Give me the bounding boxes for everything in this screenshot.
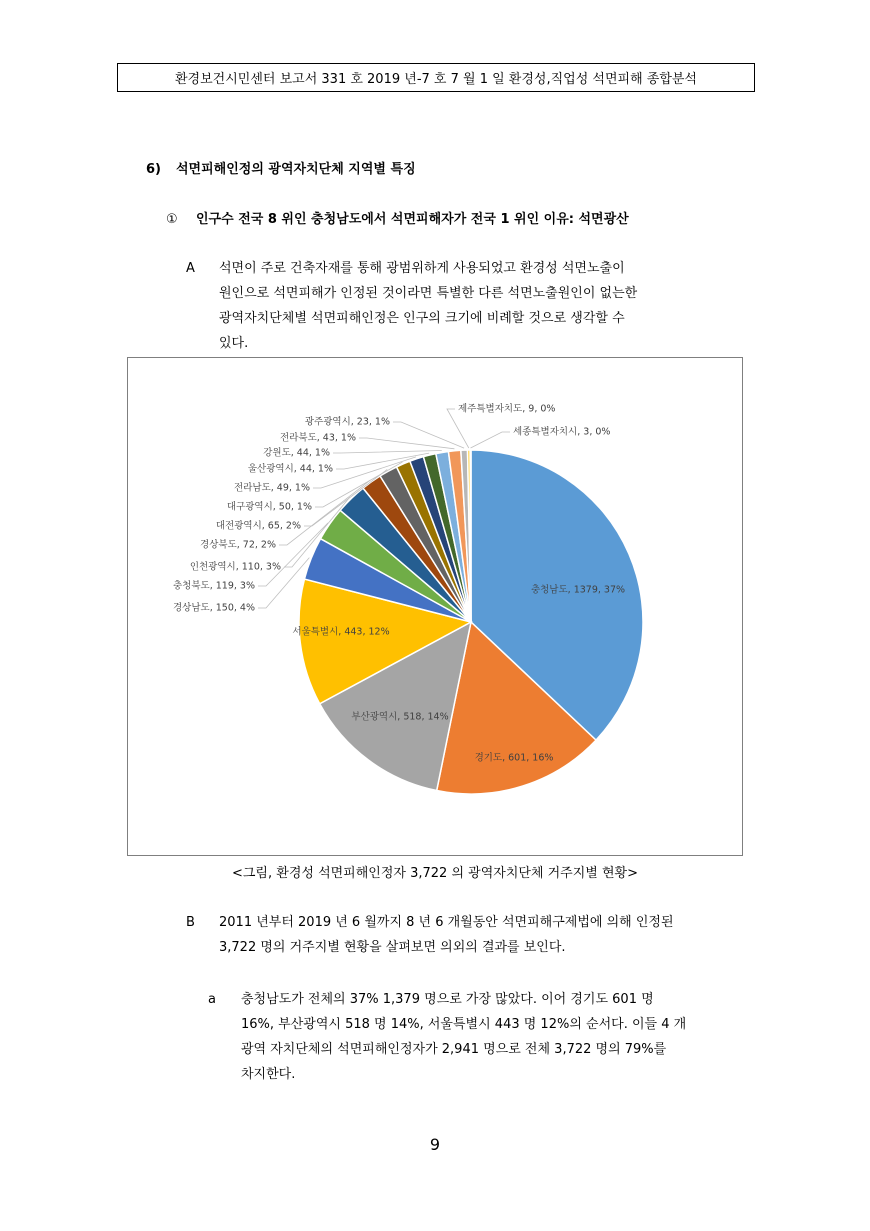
pie-label-5: 충청북도, 119, 3% xyxy=(173,580,255,592)
para-b-marker: B xyxy=(186,915,195,930)
pie-slice-16 xyxy=(470,450,471,622)
report-header xyxy=(117,63,755,92)
para-line: 차지한다. xyxy=(241,1067,296,1082)
subsection-heading xyxy=(166,208,629,227)
para-a xyxy=(219,256,637,356)
para-line: 3,722 명의 거주지별 현황을 살펴보면 의외의 결과를 보인다. xyxy=(219,940,566,955)
section-title: 석면피해인정의 광역자치단체 지역별 특징 xyxy=(176,162,416,177)
pie-label-0: 충청남도, 1379, 37% xyxy=(530,584,626,596)
subsection-title: 인구수 전국 8 위인 충청남도에서 석면피해자가 전국 1 위인 이유: 석면광산 xyxy=(196,212,629,227)
subsection-number: ① xyxy=(166,212,178,227)
pie-label-4: 경상남도, 150, 4% xyxy=(173,602,255,614)
section-number: 6) xyxy=(146,162,161,177)
para-b xyxy=(219,910,674,960)
pie-chart xyxy=(128,358,742,855)
pie-label-6: 인천광역시, 110, 3% xyxy=(189,561,281,573)
pie-label-10: 전라남도, 49, 1% xyxy=(234,482,310,494)
para-line: 충청남도가 전체의 37% 1,379 명으로 가장 많았다. 이어 경기도 601 명 xyxy=(241,992,654,1007)
pie-leader-line-16 xyxy=(471,432,510,448)
pie-label-1: 경기도, 601, 16% xyxy=(474,752,554,764)
para-line: 광역자치단체별 석면피해인정은 인구의 크기에 비례할 것으로 생각할 수 xyxy=(219,311,625,326)
pie-label-11: 울산광역시, 44, 1% xyxy=(247,463,333,475)
pie-label-7: 경상북도, 72, 2% xyxy=(200,539,276,551)
pie-label-13: 전라북도, 43, 1% xyxy=(280,432,356,444)
para-line: 원인으로 석면피해가 인정된 것이라면 특별한 다른 석면노출원인이 없는한 xyxy=(219,286,638,301)
para-line: 16%, 부산광역시 518 명 14%, 서울특별시 443 명 12%의 순서다. 이들 4 개 xyxy=(241,1017,687,1032)
para-b-a-marker: a xyxy=(208,992,216,1007)
pie-label-12: 강원도, 44, 1% xyxy=(263,447,330,459)
report-header-title: 환경보건시민센터 보고서 331 호 2019 년-7 호 7 월 1 일 환경성,직업성 석면피해 종합분석 xyxy=(175,72,697,87)
para-line: 광역 자치단체의 석면피해인정자가 2,941 명으로 전체 3,722 명의 79%를 xyxy=(241,1042,667,1057)
pie-leader-line-12 xyxy=(333,450,442,453)
para-line: 있다. xyxy=(219,336,249,351)
pie-label-14: 광주광역시, 23, 1% xyxy=(304,416,390,428)
page-number: 9 xyxy=(429,1135,441,1154)
figure-caption: <그림, 환경성 석면피해인정자 3,722 의 광역자치단체 거주지별 현황> xyxy=(231,866,638,881)
para-b-a xyxy=(241,987,686,1087)
pie-label-3: 서울특별시, 443, 12% xyxy=(292,626,390,638)
section-heading xyxy=(146,158,416,177)
para-line: 석면이 주로 건축자재를 통해 광범위하게 사용되었고 환경성 석면노출이 xyxy=(219,261,625,276)
pie-label-2: 부산광역시, 518, 14% xyxy=(351,711,449,723)
pie-label-15: 제주특별자치도, 9, 0% xyxy=(458,403,556,415)
pie-label-8: 대전광역시, 65, 2% xyxy=(215,520,301,532)
pie-label-16: 세종특별자치시, 3, 0% xyxy=(513,426,611,438)
pie-chart-frame xyxy=(127,357,743,856)
para-line: 2011 년부터 2019 년 6 월까지 8 년 6 개월동안 석면피해구제법에 의해 인정된 xyxy=(219,915,674,930)
pie-label-9: 대구광역시, 50, 1% xyxy=(226,501,312,513)
pie-leader-line-14 xyxy=(393,422,464,448)
pie-leader-line-13 xyxy=(359,438,454,449)
para-a-marker: A xyxy=(186,261,195,276)
